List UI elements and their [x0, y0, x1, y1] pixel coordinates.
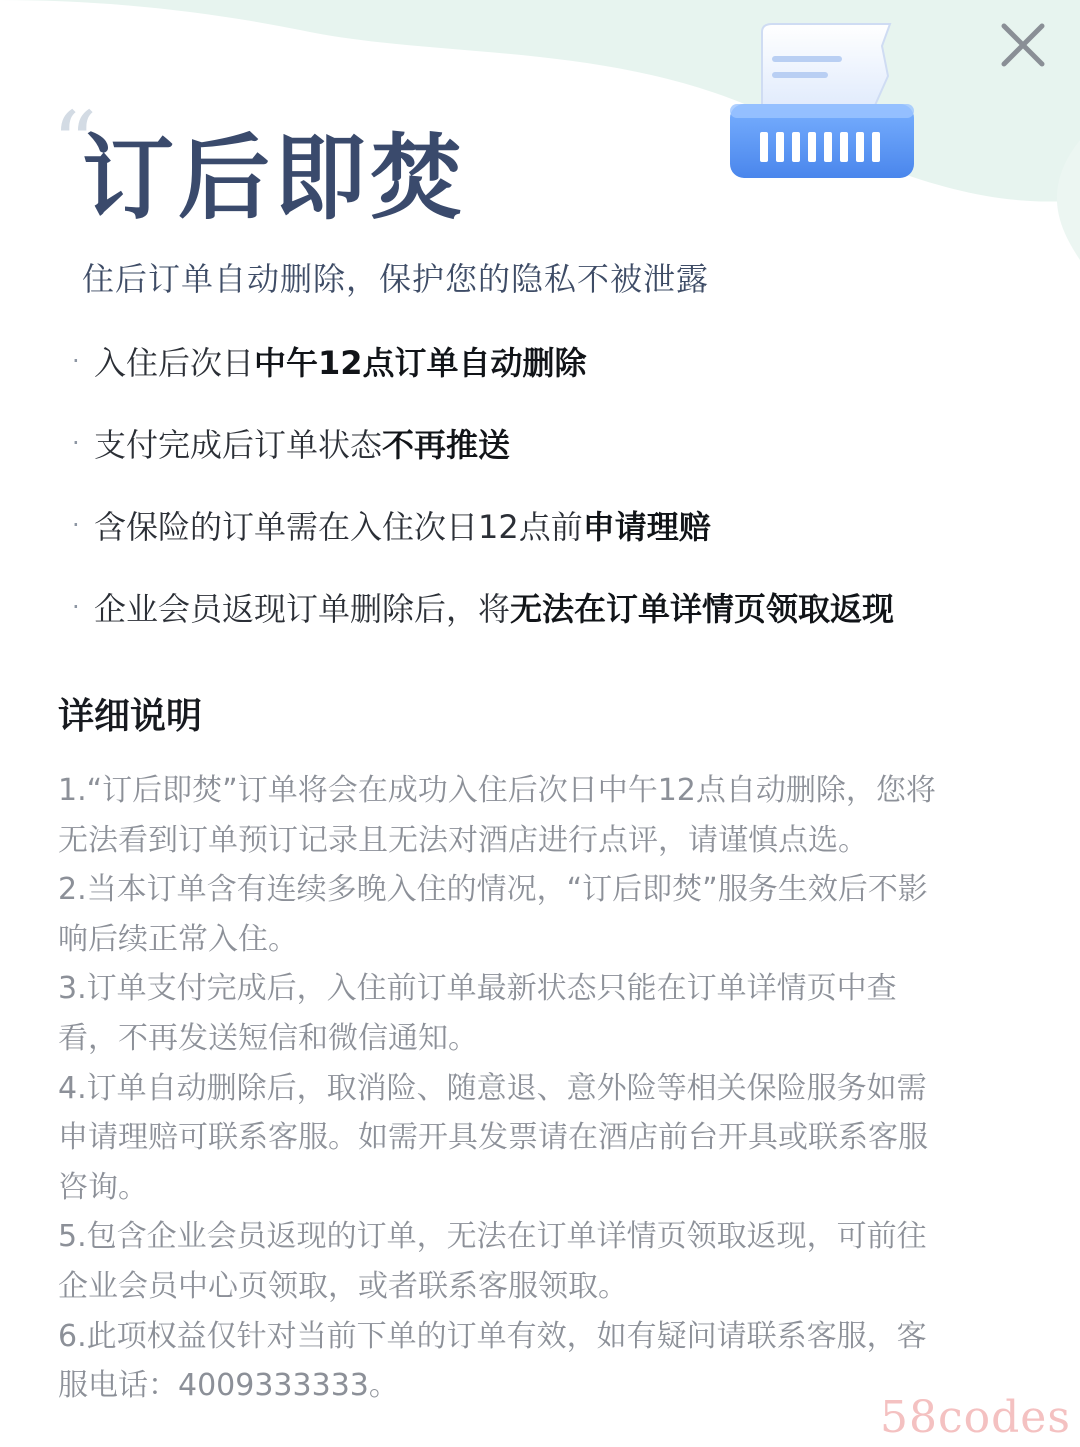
feature-highlight: 无法在订单详情页领取返现: [510, 590, 895, 628]
details-body: [58, 766, 1028, 1411]
quote-mark: “: [52, 92, 97, 195]
feature-item: [72, 332, 1052, 390]
feature-highlight: 中午12点订单自动删除: [254, 344, 587, 382]
detail-line: 1.“订后即焚”订单将会在成功入住后次日中午12点自动删除，您将: [58, 773, 936, 808]
bullet-dot-icon: ·: [72, 429, 80, 457]
close-button[interactable]: [996, 18, 1050, 72]
detail-line: 5.包含企业会员返现的订单，无法在订单详情页领取返现，可前往: [58, 1219, 927, 1255]
watermark: 58codes: [880, 1392, 1071, 1443]
close-icon: [996, 18, 1050, 72]
detail-line: 2.当本订单含有连续多晚入住的情况，“订后即焚”服务生效后不影: [58, 872, 928, 908]
feature-highlight: 申请理赔: [582, 508, 711, 546]
feature-text: 入住后次日: [94, 344, 255, 382]
details-heading: 详细说明: [58, 696, 203, 737]
detail-line: 企业会员中心页领取，或者联系客服领取。: [58, 1268, 628, 1304]
header: [0, 0, 1080, 300]
feature-item: [72, 578, 1052, 636]
detail-line: 4.订单自动删除后，取消险、随意退、意外险等相关保险服务如需: [58, 1070, 927, 1106]
bullet-dot-icon: ·: [72, 593, 80, 621]
feature-item: [72, 414, 1052, 472]
detail-line: 申请理赔可联系客服。如需开具发票请在酒店前台开具或联系客服: [58, 1120, 928, 1156]
feature-text: 含保险的订单需在入住次日12点前: [94, 508, 583, 546]
bullet-dot-icon: ·: [72, 511, 80, 539]
page-title: 订后即焚: [82, 125, 467, 232]
detail-line: 咨询。: [58, 1169, 148, 1205]
feature-highlight: 不再推送: [382, 426, 511, 464]
detail-line: 看，不再发送短信和微信通知。: [58, 1020, 478, 1056]
detail-line: 响后续正常入住。: [58, 921, 298, 957]
detail-line: 服电话：4009333333。: [58, 1368, 399, 1404]
detail-line: 无法看到订单预订记录且无法对酒店进行点评，请谨慎点选。: [58, 822, 868, 858]
feature-list: [72, 332, 1052, 660]
feature-text: 企业会员返现订单删除后，将: [94, 590, 511, 628]
detail-line: 3.订单支付完成后，入住前订单最新状态只能在订单详情页中查: [58, 971, 897, 1007]
detail-line: 6.此项权益仅针对当前下单的订单有效，如有疑问请联系客服，客: [58, 1318, 927, 1354]
feature-item: [72, 496, 1052, 554]
shredder-icon: [722, 16, 922, 186]
page-subtitle: 住后订单自动删除，保护您的隐私不被泄露: [82, 260, 710, 298]
feature-text: 支付完成后订单状态: [94, 426, 383, 464]
bullet-dot-icon: ·: [72, 347, 80, 375]
